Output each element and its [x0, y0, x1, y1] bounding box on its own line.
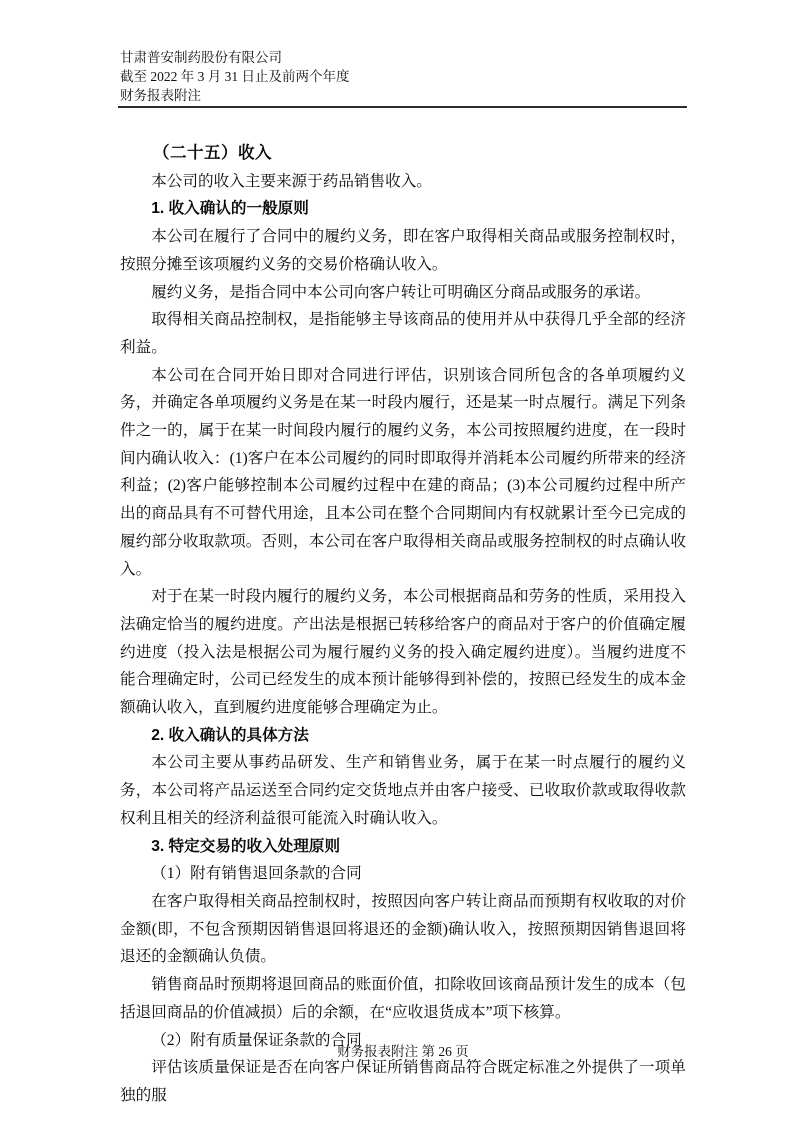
paragraph-truncated: 评估该质量保证是否在向客户保证所销售商品符合既定标准之外提供了一项单独的服	[120, 1059, 686, 1104]
paragraph: 对于在某一时段内履行的履约义务，本公司根据商品和劳务的性质，采用投入法确定恰当的履约进度。产出法是根据已转移给客户的商品对于客户的价值确定履约进度（投入法是根据公司为履行履约义务的投入确定履约进度）。当履约进度不能合理确定时，公司已经发生的成本预计能够得到补偿的，按照已经发生的成本金额确认收入，直到履约进度能够合理确定为止。	[120, 588, 686, 717]
header-divider-rule	[118, 106, 687, 108]
paragraph: 本公司在合同开始日即对合同进行评估，识别该合同所包含的各单项履约义务，并确定各单项履约义务是在某一时段内履行，还是某一时点履行。满足下列条件之一的，属于在某一时间段内履行的履约义务，本公司按照履约进度，在一段时间内确认收入：(1)客户在本公司履约的同时即取得并消耗本公司履约所带来的经济利益；(2)客户能够控制本公司履约过程中在建的商品；(3)本公司履约过程中所产出的商品具有不可替代用途，且本公司在整个合同期间内有权就累计至今已完成的履约部分收取款项。否则，本公司在客户取得相关商品或服务控制权的时点确认收入。	[120, 366, 686, 578]
list-item-1: （1）附有销售退回条款的合同	[151, 865, 362, 883]
subsection-heading-3: 3. 特定交易的收入处理原则	[151, 837, 341, 855]
page-footer	[120, 1042, 686, 1062]
section-title: （二十五）收入	[153, 144, 272, 162]
paragraph: 本公司主要从事药品研发、生产和销售业务，属于在某一时点履行的履约义务，本公司将产品运送至合同约定交货地点并由客户接受、已收取价款或取得收款权利且相关的经济利益很可能流入时确认收入。	[120, 754, 686, 827]
paragraph: 履约义务，是指合同中本公司向客户转让可明确区分商品或服务的承诺。	[151, 283, 651, 301]
subsection-heading-2: 2. 收入确认的具体方法	[151, 726, 309, 744]
list-item-2: （2）附有质量保证条款的合同	[151, 1031, 362, 1049]
paragraph-intro: 本公司的收入主要来源于药品销售收入。	[151, 172, 432, 190]
paragraph: 本公司在履行了合同中的履约义务，即在客户取得相关商品或服务控制权时，按照分摊至该项履约义务的交易价格确认收入。	[120, 228, 686, 273]
header-company-name: 甘肃普安制药股份有限公司	[120, 50, 282, 65]
paragraph: 在客户取得相关商品控制权时，按照因向客户转让商品而预期有权收取的对价金额(即，不包含预期因销售退回将退还的金额)确认收入，按照预期因销售退回将退还的金额确认负债。	[120, 892, 686, 966]
page-header	[120, 48, 686, 105]
header-report-period: 截至 2022 年 3 月 31 日止及前两个年度	[120, 69, 350, 84]
subsection-heading-1: 1. 收入确认的一般原则	[151, 200, 309, 218]
paragraph: 取得相关商品控制权，是指能够主导该商品的使用并从中获得几乎全部的经济利益。	[120, 311, 686, 356]
paragraph: 销售商品时预期将退回商品的账面价值，扣除收回该商品预计发生的成本（包括退回商品的价值减损）后的余额，在“应收退货成本”项下核算。	[120, 976, 686, 1021]
footer-page-label: 财务报表附注 第 26 页	[337, 1044, 469, 1059]
header-doc-type: 财务报表附注	[120, 88, 201, 103]
document-body	[120, 140, 686, 1110]
